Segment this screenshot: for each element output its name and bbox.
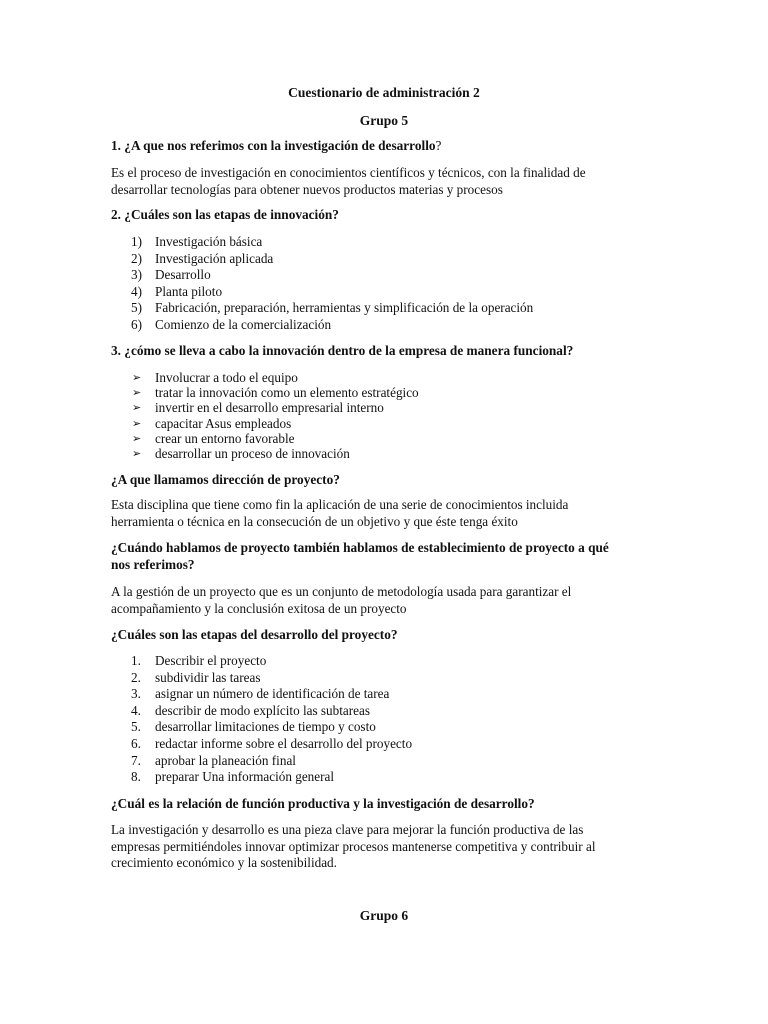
answer-1-line-1: Es el proceso de investigación en conocimientos científicos y técnicos, con la finalidad de — [111, 165, 586, 180]
list-item — [111, 385, 651, 400]
list-item — [111, 719, 651, 736]
list-number: 3. — [131, 686, 141, 702]
answer-7-line-1: La investigación y desarrollo es una pieza clave para mejorar la función productiva de las — [111, 822, 584, 837]
question-5-line-2: nos referimos? — [111, 556, 195, 572]
question-1-mark: ? — [435, 138, 442, 153]
list-item — [111, 653, 651, 670]
arrow-bullet-icon: ➢ — [132, 431, 142, 445]
answer-4 — [111, 497, 651, 530]
list-number: 4) — [131, 283, 142, 299]
list-item — [111, 416, 651, 431]
project-stages-list — [111, 653, 651, 786]
list-number: 7. — [131, 752, 141, 768]
list-item-text: Investigación básica — [155, 234, 263, 249]
group-5-heading: Grupo 5 — [359, 113, 409, 128]
list-number: 8. — [131, 769, 141, 785]
list-item-text: Describir el proyecto — [155, 653, 267, 668]
document-title: Cuestionario de administración 2 — [288, 85, 480, 100]
list-item — [111, 284, 651, 301]
list-item — [111, 300, 651, 317]
list-item-text: invertir en el desarrollo empresarial interno — [155, 400, 384, 416]
list-number: 6. — [131, 735, 141, 751]
answer-5-line-1: A la gestión de un proyecto que es un conjunto de metodología usada para garantizar el — [111, 584, 572, 599]
list-item — [111, 317, 651, 334]
list-item — [111, 431, 651, 446]
innovation-functional-list — [111, 370, 651, 461]
list-item — [111, 251, 651, 268]
list-number: 1. — [131, 653, 141, 668]
list-item — [111, 753, 651, 770]
list-number: 1) — [131, 234, 142, 249]
question-4: ¿A que llamamos dirección de proyecto? — [111, 472, 340, 487]
arrow-bullet-icon: ➢ — [132, 371, 142, 384]
list-item-text: desarrollar limitaciones de tiempo y costo — [155, 719, 376, 735]
list-item — [111, 670, 651, 687]
group-6-heading: Grupo 6 — [359, 908, 409, 923]
arrow-bullet-icon: ➢ — [132, 416, 142, 430]
question-5 — [111, 540, 651, 573]
list-number: 2) — [131, 250, 142, 266]
question-2: 2. ¿Cuáles son las etapas de innovación? — [111, 207, 339, 222]
list-item — [111, 703, 651, 720]
arrow-bullet-icon: ➢ — [132, 401, 142, 415]
list-item — [111, 400, 651, 415]
answer-4-line-2: herramienta o técnica en la consecución de un objetivo y que éste tenga éxito — [111, 513, 518, 529]
list-item-text: Investigación aplicada — [155, 250, 274, 266]
list-item-text: tratar la innovación como un elemento estratégico — [155, 385, 419, 401]
list-item — [111, 769, 651, 786]
answer-1 — [111, 165, 651, 198]
list-number: 6) — [131, 316, 142, 332]
list-number: 5. — [131, 719, 141, 735]
list-item-text: preparar Una información general — [155, 769, 335, 785]
list-item-text: Fabricación, preparación, herramientas y simplificación de la operación — [155, 300, 534, 316]
answer-5 — [111, 584, 651, 617]
question-3: 3. ¿cómo se lleva a cabo la innovación dentro de la empresa de manera funcional? — [111, 343, 574, 358]
list-item-text: aprobar la planeación final — [155, 752, 296, 768]
list-item-text: redactar informe sobre el desarrollo del proyecto — [155, 735, 413, 751]
list-item — [111, 234, 651, 251]
answer-7-line-3: crecimiento económico y la sostenibilidad. — [111, 855, 337, 870]
question-7: ¿Cuál es la relación de función productiva y la investigación de desarrollo? — [111, 796, 535, 811]
list-number: 3) — [131, 267, 142, 283]
list-item-text: crear un entorno favorable — [155, 430, 295, 446]
question-1-text: 1. ¿A que nos referimos con la investigación de desarrollo — [111, 138, 436, 153]
answer-7-line-2: empresas permitiéndoles innovar optimizar procesos mantenerse competitiva y contribuir al — [111, 838, 596, 854]
list-item-text: subdividir las tareas — [155, 669, 261, 685]
list-item-text: Desarrollo — [155, 267, 211, 283]
list-item — [111, 736, 651, 753]
list-item — [111, 267, 651, 284]
answer-1-line-2: desarrollar tecnologías para obtener nuevos productos materias y procesos — [111, 181, 503, 197]
list-item-text: asignar un número de identificación de tarea — [155, 686, 390, 702]
answer-5-line-2: acompañamiento y la conclusión exitosa de un proyecto — [111, 600, 407, 616]
answer-7 — [111, 822, 651, 872]
list-number: 5) — [131, 300, 142, 316]
innovation-stages-list — [111, 234, 651, 334]
list-item-text: capacitar Asus empleados — [155, 415, 292, 431]
list-item-text: Planta piloto — [155, 283, 223, 299]
arrow-bullet-icon: ➢ — [132, 386, 142, 400]
list-item — [111, 370, 651, 385]
list-item-text: Comienzo de la comercialización — [155, 316, 332, 332]
list-item-text: Involucrar a todo el equipo — [155, 370, 298, 385]
list-item-text: describir de modo explícito las subtareas — [155, 702, 370, 718]
list-item-text: desarrollar un proceso de innovación — [155, 445, 350, 461]
question-5-line-1: ¿Cuándo hablamos de proyecto también hablamos de establecimiento de proyecto a qué — [111, 540, 609, 555]
answer-4-line-1: Esta disciplina que tiene como fin la aplicación de una serie de conocimientos incluida — [111, 497, 569, 512]
question-1 — [111, 138, 651, 155]
arrow-bullet-icon: ➢ — [132, 446, 142, 460]
list-number: 4. — [131, 702, 141, 718]
list-number: 2. — [131, 669, 141, 685]
list-item — [111, 446, 651, 461]
question-6: ¿Cuáles son las etapas del desarrollo del proyecto? — [111, 627, 398, 642]
list-item — [111, 686, 651, 703]
